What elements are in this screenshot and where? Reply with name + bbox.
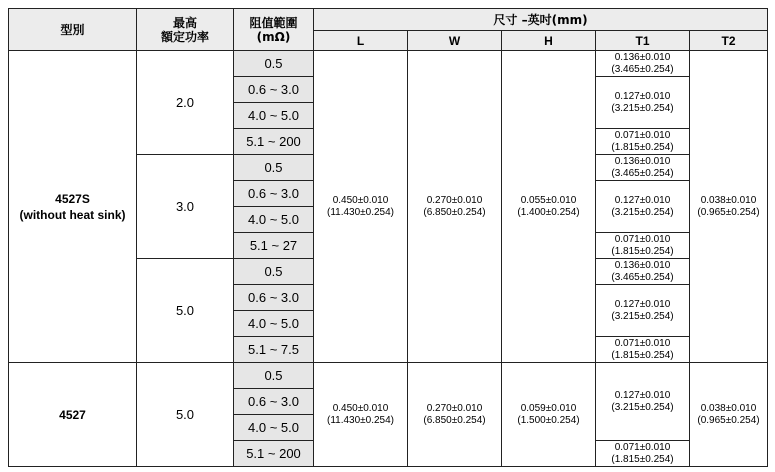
dim-H-inch: 0.059±0.010: [520, 402, 577, 414]
resistance-range: 0.5: [234, 363, 314, 389]
dim-T2-mm: (0.965±0.254): [697, 414, 760, 426]
resistance-range: 4.0 ~ 5.0: [234, 103, 314, 129]
dim-H-mm: (1.400±0.254): [517, 206, 580, 218]
power-cell: 5.0: [137, 363, 234, 467]
dim-T1-inch: 0.136±0.010: [614, 259, 671, 271]
power-cell: 3.0: [137, 155, 234, 259]
spec-table: [8, 8, 768, 467]
dim-W-inch: 0.270±0.010: [426, 194, 483, 206]
resistance-range: 5.1 ~ 200: [234, 129, 314, 155]
dim-H: [502, 363, 596, 467]
dim-T2: [690, 51, 768, 363]
header-W: W: [408, 31, 502, 51]
dim-T1-inch: 0.127±0.010: [614, 298, 671, 310]
header-resistance-line1: 阻值範圍: [249, 15, 298, 30]
dim-H-inch: 0.055±0.010: [520, 194, 577, 206]
dim-W-mm: (6.850±0.254): [423, 206, 486, 218]
dim-T1-mm: (3.465±0.254): [611, 63, 674, 75]
model-name: 4527S: [55, 191, 90, 206]
header-max-power: [137, 9, 234, 51]
dim-H: [502, 51, 596, 363]
resistance-range: 5.1 ~ 7.5: [234, 337, 314, 363]
dim-T1-mm: (3.465±0.254): [611, 167, 674, 179]
dim-T1-mm: (3.215±0.254): [611, 310, 674, 322]
dim-T1-mm: (3.465±0.254): [611, 271, 674, 283]
resistance-range: 0.6 ~ 3.0: [234, 181, 314, 207]
resistance-range: 0.5: [234, 155, 314, 181]
header-model-label: 型別: [60, 22, 85, 37]
dim-L-mm: (11.430±0.254): [326, 414, 395, 426]
dim-L-inch: 0.450±0.010: [332, 194, 389, 206]
dim-T1-inch: 0.071±0.010: [614, 233, 671, 245]
dim-T1: [596, 77, 690, 129]
resistance-range: 0.5: [234, 51, 314, 77]
dim-L-inch: 0.450±0.010: [332, 402, 389, 414]
dim-L-mm: (11.430±0.254): [326, 206, 395, 218]
dim-T1-mm: (1.815±0.254): [611, 141, 674, 153]
dim-T1: [596, 233, 690, 259]
header-max-power-line1: 最高: [172, 15, 197, 30]
dim-T2-inch: 0.038±0.010: [700, 402, 757, 414]
resistance-range: 4.0 ~ 5.0: [234, 415, 314, 441]
dim-W: [408, 363, 502, 467]
dim-H-mm: (1.500±0.254): [517, 414, 580, 426]
header-T2: T2: [690, 31, 768, 51]
dim-T1-inch: 0.127±0.010: [614, 90, 671, 102]
dim-T2-inch: 0.038±0.010: [700, 194, 757, 206]
dim-W: [408, 51, 502, 363]
dim-W-mm: (6.850±0.254): [423, 414, 486, 426]
dim-T1-inch: 0.071±0.010: [614, 337, 671, 349]
dim-T1: [596, 51, 690, 77]
resistance-range: 0.6 ~ 3.0: [234, 285, 314, 311]
dim-T1: [596, 285, 690, 337]
model-subname: (without heat sink): [19, 207, 126, 222]
header-max-power-line2: 額定功率: [160, 29, 209, 44]
dim-T1-inch: 0.136±0.010: [614, 51, 671, 63]
header-L: L: [314, 31, 408, 51]
dim-T1-mm: (1.815±0.254): [611, 245, 674, 257]
dim-T1-inch: 0.136±0.010: [614, 155, 671, 167]
dim-T1: [596, 363, 690, 441]
dim-T1-mm: (3.215±0.254): [611, 206, 674, 218]
dim-T1-inch: 0.071±0.010: [614, 129, 671, 141]
model-cell-4527s: [9, 51, 137, 363]
resistance-range: 5.1 ~ 200: [234, 441, 314, 467]
header-resistance: [234, 9, 314, 51]
dim-T1-inch: 0.071±0.010: [614, 441, 671, 453]
header-dimensions: [314, 9, 768, 31]
header-T1: T1: [596, 31, 690, 51]
header-resistance-line2: (mΩ): [256, 29, 291, 44]
dim-T1-inch: 0.127±0.010: [614, 194, 671, 206]
dim-T1-mm: (3.215±0.254): [611, 102, 674, 114]
resistance-range: 5.1 ~ 27: [234, 233, 314, 259]
dim-T1: [596, 181, 690, 233]
dim-T1: [596, 155, 690, 181]
dim-L: [314, 51, 408, 363]
dim-T1-mm: (1.815±0.254): [611, 349, 674, 361]
dim-T2-mm: (0.965±0.254): [697, 206, 760, 218]
dim-T1: [596, 259, 690, 285]
resistance-range: 0.6 ~ 3.0: [234, 77, 314, 103]
dim-T1-inch: 0.127±0.010: [614, 389, 671, 401]
dim-W-inch: 0.270±0.010: [426, 402, 483, 414]
power-cell: 2.0: [137, 51, 234, 155]
dim-T1: [596, 129, 690, 155]
model-cell-4527: [9, 363, 137, 467]
dim-L: [314, 363, 408, 467]
spec-table-body: [9, 51, 768, 467]
dim-T1-mm: (1.815±0.254): [611, 453, 674, 465]
header-H: H: [502, 31, 596, 51]
model-name: 4527: [59, 407, 86, 422]
dim-T2: [690, 363, 768, 467]
resistance-range: 0.5: [234, 259, 314, 285]
resistance-range: 0.6 ~ 3.0: [234, 389, 314, 415]
dim-T1-mm: (3.215±0.254): [611, 401, 674, 413]
resistance-range: 4.0 ~ 5.0: [234, 311, 314, 337]
header-model: [9, 9, 137, 51]
resistance-range: 4.0 ~ 5.0: [234, 207, 314, 233]
header-dimensions-label: 尺寸 –英吋(mm): [493, 12, 588, 27]
dim-T1: [596, 337, 690, 363]
dim-T1: [596, 441, 690, 467]
power-cell: 5.0: [137, 259, 234, 363]
